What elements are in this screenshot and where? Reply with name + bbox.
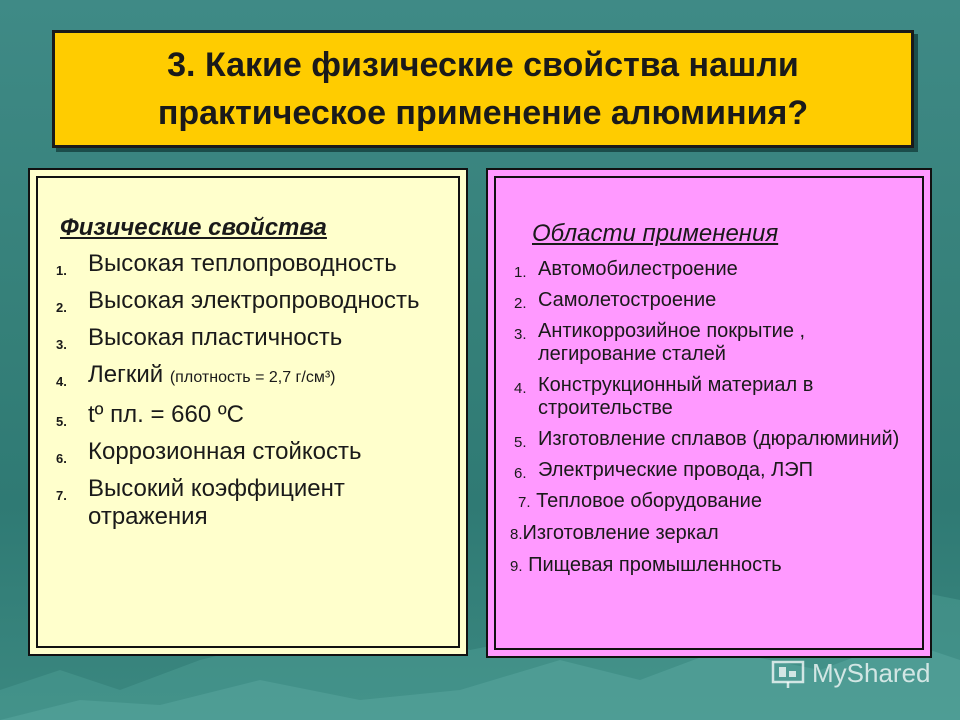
item-text: Электрические провода, ЛЭП — [538, 459, 814, 481]
item-number: 7. — [56, 488, 67, 503]
title-banner — [52, 30, 914, 148]
physical-properties-panel — [28, 168, 468, 656]
title-line-2: практическое применение алюминия? — [157, 94, 809, 132]
item-number: 3. — [514, 326, 527, 343]
item-number: 5. — [56, 414, 67, 429]
item-text: Высокая теплопроводность — [88, 250, 397, 277]
title-line-1: 3. Какие физические свойства нашли — [167, 46, 799, 84]
item-number: 7. — [518, 494, 531, 511]
applications-list — [510, 258, 910, 586]
item-text: Изготовление зеркал — [522, 522, 719, 544]
physical-properties-list — [54, 250, 454, 540]
list-item — [54, 475, 454, 531]
item-number: 6. — [56, 451, 67, 466]
item-text: Автомобилестроение — [538, 258, 738, 280]
item-number: 6. — [514, 465, 527, 482]
density-note: (плотность = 2,7 г/см³) — [169, 369, 336, 386]
page-title — [158, 41, 808, 137]
item-number: 8. — [510, 526, 523, 543]
list-item — [54, 324, 454, 352]
item-number: 1. — [514, 264, 527, 281]
item-text: tº пл. = 660 ºС — [88, 401, 244, 428]
list-item — [510, 554, 910, 578]
list-item — [510, 289, 910, 312]
watermark — [770, 658, 931, 689]
item-number: 2. — [514, 295, 527, 312]
item-text: Высокая пластичность — [88, 324, 343, 351]
item-text: Антикоррозийное покрытие , легирование сталей — [538, 320, 806, 365]
item-text: Высокий коэффициент отражения — [88, 475, 345, 530]
item-number: 5. — [514, 434, 527, 451]
list-item — [510, 490, 910, 514]
item-number: 4. — [514, 380, 527, 397]
list-item — [510, 428, 910, 451]
applications-panel — [486, 168, 932, 658]
physical-properties-heading: Физические свойства — [60, 214, 327, 241]
item-text: Коррозионная стойкость — [88, 438, 362, 465]
list-item — [54, 438, 454, 466]
item-number: 1. — [56, 263, 67, 278]
list-item — [54, 250, 454, 278]
item-text: Самолетостроение — [538, 289, 717, 311]
item-text: Легкий — [88, 361, 164, 388]
item-text: Изготовление сплавов (дюралюминий) — [538, 428, 900, 450]
item-text: Конструкционный материал в строительстве — [538, 374, 814, 419]
applications-heading: Области применения — [532, 220, 779, 247]
list-item — [510, 374, 910, 420]
list-item — [510, 522, 910, 546]
list-item — [54, 401, 454, 429]
list-item — [510, 459, 910, 482]
list-item — [54, 361, 454, 392]
item-text: Пищевая промышленность — [528, 554, 782, 576]
item-text: Тепловое оборудование — [536, 490, 762, 512]
item-number: 2. — [56, 300, 67, 315]
item-number: 9. — [510, 558, 523, 575]
watermark-text: MyShared — [812, 658, 931, 688]
item-text: Высокая электропроводность — [88, 287, 420, 314]
list-item — [510, 320, 910, 366]
item-number: 4. — [56, 374, 67, 389]
list-item — [510, 258, 910, 281]
presentation-screen-icon — [770, 659, 806, 689]
item-number: 3. — [56, 337, 67, 352]
list-item — [54, 287, 454, 315]
